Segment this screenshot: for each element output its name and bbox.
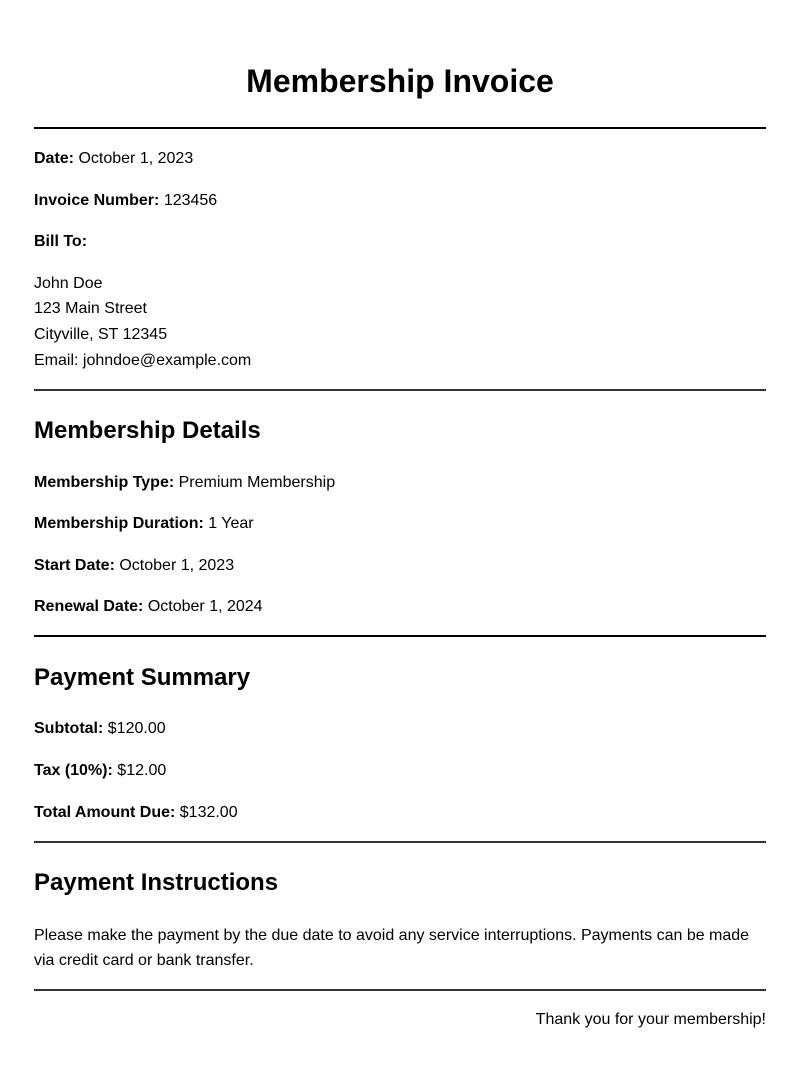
membership-type-value: Premium Membership [178,474,336,491]
membership-type-label: Membership Type: [34,474,175,491]
divider [34,841,766,843]
subtotal-value: $120.00 [107,720,166,737]
invoice-number [34,191,217,211]
renewal-date-label: Renewal Date: [34,598,144,615]
subtotal [34,719,166,739]
membership-duration [34,514,254,534]
membership-details-heading: Membership Details [34,417,261,444]
divider [34,127,766,129]
divider [34,989,766,991]
tax-label: Tax (10%): [34,762,113,779]
total-amount-due [34,803,238,823]
tax-value: $12.00 [117,762,167,779]
payment-summary-heading: Payment Summary [34,664,251,691]
invoice-number-value: 123456 [163,192,218,209]
payment-instructions-heading: Payment Instructions [34,869,279,896]
payment-instructions-text: Please make the payment by the due date to avoid any service interruptions. Payments can be made via credit card or bank transfer. [34,927,750,969]
renewal-date-value: October 1, 2024 [147,598,263,615]
subtotal-label: Subtotal: [34,720,104,737]
bill-to-street: 123 Main Street [34,300,147,317]
renewal-date [34,597,263,617]
invoice-date [34,149,193,169]
start-date-value: October 1, 2023 [119,557,235,574]
date-label: Date: [34,150,75,167]
bill-to [34,232,87,252]
date-value: October 1, 2023 [78,150,194,167]
tax [34,761,166,781]
membership-type [34,473,335,493]
total-label: Total Amount Due: [34,804,176,821]
start-date-label: Start Date: [34,557,115,574]
start-date [34,556,234,576]
bill-to-email: Email: johndoe@example.com [34,352,252,369]
bill-to-label: Bill To: [34,233,88,250]
membership-duration-label: Membership Duration: [34,515,204,532]
invoice-number-label: Invoice Number: [34,192,160,209]
divider [34,389,766,391]
bill-to-city: Cityville, ST 12345 [34,326,168,343]
membership-duration-value: 1 Year [208,515,254,532]
page-title: Membership Invoice [246,63,554,99]
bill-to-name: John Doe [34,275,103,292]
thank-you-note: Thank you for your membership! [535,1011,766,1028]
divider [34,635,766,637]
total-value: $132.00 [179,804,238,821]
